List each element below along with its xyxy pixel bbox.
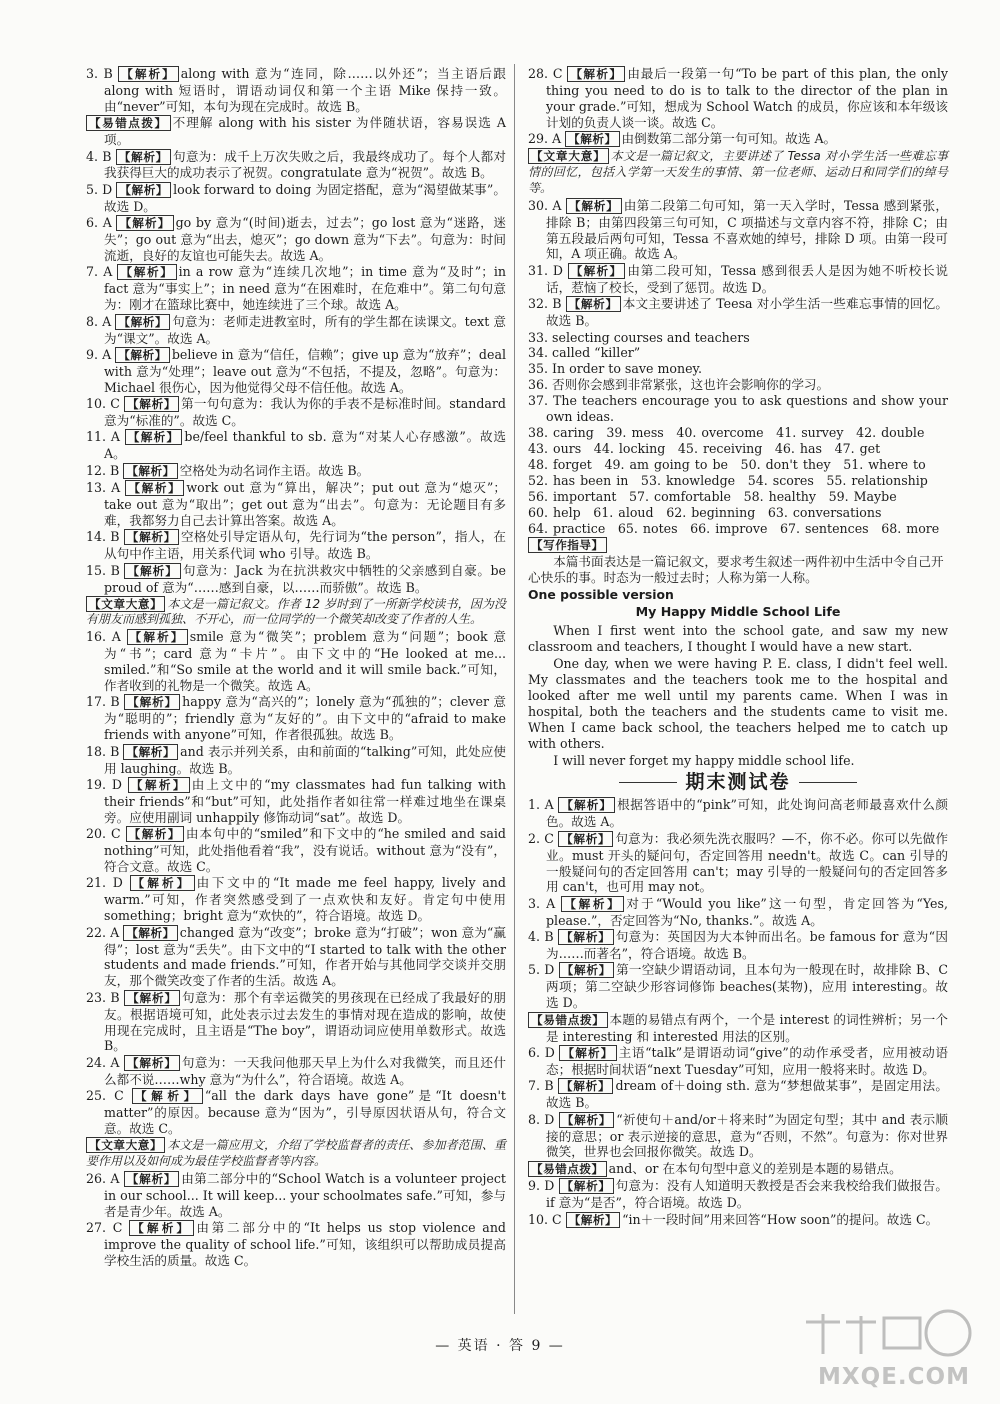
answer-number: 13. A [86,480,121,496]
answer-item [528,131,948,148]
answer-text: 由倒数第二部分第一句可知。故选 A。 [621,131,837,147]
answer-number: 11. A [86,429,120,445]
article-summary [528,149,948,197]
answer-number: 7. B [528,1078,554,1094]
answer-text: 由第二部分中的“School Watch is a volunteer project in our school... It will keep... your schoolmates safe.”可知，参与者是青少年。故选 A。 [104,1170,506,1219]
answer-text: 句意为：成千上万次失败之后，我最终成功了。每个人都对我获得巨大的成功表示了祝贺。congratulate 意为“祝贺”。故选 B。 [104,148,506,181]
answer-item [528,1045,948,1078]
analysis-tag: 【解析】 [559,1178,614,1194]
analysis-tag: 【解析】 [124,1055,180,1071]
answer-text: 句意为：没有人知道明天教授是否会来我校给我们做报告。if 意为“是否”，符合语境。故选 D。 [546,1178,948,1211]
answer-number: 5. D [528,962,555,978]
answer-item [86,777,506,826]
analysis-tag: 【解析】 [124,396,179,412]
summary-text: 本文是一篇记叙文，主要讲述了 Tessa 对小学生活一些难忘事情的回忆，包括入学第一天发生的事情、第一位老师、运动日和同学们的绰号等。 [528,149,948,195]
answer-number: 9. D [528,1178,555,1194]
page-footer: — 英语 · 答 9 — [435,1338,565,1354]
answer-text: 句意为：我必须先洗衣服吗？—不，你不必。你可以先做作业。must 开头的疑问句，否定回答用 needn't。故选 C。can 引导的一般疑问句的否定回答用 can't；may 引导的一般疑问句的否定回答多用 can't，也可用 may not。 [546,830,948,895]
answer-item [528,296,948,329]
answer-text: 句意为：一天我问他那天早上为什么对我微笑，而且还什么都不说……why 意为“为什么”，符合语境。故选 A。 [104,1054,506,1087]
fill-blank-row: 38. caring 39. mess 40. overcome 41. survey 42. double [528,425,925,441]
analysis-tag: 【解析】 [559,1112,615,1128]
answer-item [86,1055,506,1088]
analysis-tag: 【解析】 [124,1171,180,1187]
answer-item [86,149,506,182]
answer-number: 1. A [528,797,554,813]
answer-number: 7. A [86,264,113,280]
answer-item [86,529,506,562]
answer-number: 10. C [528,1211,562,1227]
writing-guide-heading [528,537,948,554]
answer-item [86,563,506,596]
analysis-tag: 【解析】 [124,990,180,1006]
answer-number: 5. D [86,181,113,197]
answer-item [86,826,506,875]
fill-blank-row: 43. ours 44. locking 45. receiving 46. has 47. get [528,441,881,457]
answer-item [528,66,948,131]
section-heading [528,771,948,794]
answer-number: 2. C [528,830,554,846]
analysis-tag: 【解析】 [128,777,190,793]
answer-item [86,115,506,148]
answer-number: 25. C [86,1088,124,1104]
answer-number: 18. B [86,743,120,759]
watermark-logo-icon [798,1304,976,1362]
answer-text: look forward to doing 为固定搭配，意为“渴望做某事”。故选 D。 [104,181,506,214]
watermark-url: MXQE.COM [818,1364,970,1390]
answer-item [528,1012,948,1045]
answer-text: 由第二段第二句可知，第一天入学时，Tessa 感到紧张，排除 B；由第四段第三句可知，C 项描述与文章内容不符，排除 C；由第五段最后两句可知，Tessa 不喜欢她的绰号，排除 D 项。由第一段可知，A 项正确。故选 A。 [546,197,948,262]
answer-text: 空格处为动名词作主语。故选 B。 [179,462,370,478]
answer-item [86,744,506,777]
answer-text: 第一空缺少谓语动词，且本句为一般现在时，故排除 B、C 两项；第二空缺少形容词修饰 beaches(某物)，应用 interesting。故选 D。 [546,962,948,1011]
answer-number: 8. A [86,313,112,329]
analysis-tag: 【解析】 [123,925,178,941]
answer-item [528,263,948,296]
analysis-tag: 【解析】 [123,463,177,479]
answer-item [86,215,506,264]
answer-number: 29. A [528,131,562,147]
writing-guide-text: 本篇书面表达是一篇记叙文，要求考生叙述一两件初中生活中令自己开心快乐的事。时态为一般过去时；人称为第一人称。 [528,553,944,585]
analysis-tag: 【解析】 [118,66,178,82]
analysis-tag: 【解析】 [123,744,178,760]
summary-tag: 【文章大意】 [86,596,165,612]
answer-number: 22. A [86,924,120,940]
fill-blank-row: 56. important 57. comfortable 58. healthy 59. Maybe [528,489,897,505]
heading-rule-right [799,782,857,783]
answer-text: be/feel thankful to sb. 意为“对某人心存感激”。故选 A。 [104,429,506,462]
answer-number: 23. B [86,989,120,1005]
answer-number: 3. A [528,895,556,911]
analysis-tag: 【解析】 [559,1045,616,1061]
summary-text: 本文是一篇记叙文。作者 12 岁时到了一所新学校读书，因为没有朋友而感到孤独、不开心，而一位同学的一个微笑却改变了作者的人生。 [86,596,506,627]
analysis-tag: 【解析】 [132,1088,203,1104]
watermark [798,1304,976,1390]
answer-number: 27. C [86,1219,123,1235]
answer-text: The teachers encourage you to ask questions and show your own ideas. [546,393,948,425]
answer-item [528,831,948,896]
answer-text: 由最后一段第一句“To be part of this plan, the only thing you need to do is to talk to the director of the plan in your grade.”可知，想成为 School Watch 的成员，你应该和本年级该计划的负责人谈一谈。故选 C。 [546,66,948,130]
answer-item [528,1212,948,1229]
analysis-tag: 【解析】 [126,826,184,842]
left-column [86,66,506,1269]
answer-item [86,347,506,396]
answer-item [528,1161,948,1178]
fill-blank-row: 64. practice 65. notes 66. improve 67. sentences 68. more [528,520,940,536]
answer-number: 4. B [528,929,554,945]
summary-tag: 【文章大意】 [528,148,609,164]
heading-rule-left [619,782,677,783]
analysis-tag: 【解析】 [124,563,181,579]
answer-number: 19. D [86,776,123,792]
answer-number: 4. B [86,148,112,164]
analysis-tag: 【易错点拨】 [528,1161,607,1177]
article-summary [86,1138,506,1170]
summary-tag: 【文章大意】 [86,1137,165,1153]
answer-text: 对于“Would you like”这一句型，肯定回答为“Yes, please.”，否定回答为“No, thanks.”。故选 A。 [546,895,948,928]
answer-number: 6. A [86,215,112,231]
answer-text: 句意为：Jack 为在抗洪救灾中牺牲的父亲感到自豪。be proud of 意为“……感到自豪，以……而骄傲”。故选 B。 [104,562,506,595]
analysis-tag: 【解析】 [116,149,171,165]
analysis-tag: 【解析】 [124,529,179,545]
answer-number: 21. D [86,875,123,891]
answer-item [86,396,506,429]
answer-text: “all the dark days have gone”是“It doesn't matter”的原因。because 意为“因为”，引导原因状语从句，符合文意。故选 C。 [104,1088,506,1136]
answer-number: 26. A [86,1170,120,1186]
answer-item [86,875,506,924]
analysis-tag: 【解析】 [567,66,625,82]
analysis-tag: 【解析】 [116,182,171,198]
answer-number: 14. B [86,529,120,545]
answer-text: 由第二部分中的“It helps us stop violence and improve the quality of school life.”可知，该组织可以帮助成员提高学校生活的质量。故选 C。 [104,1219,506,1268]
answer-item [86,480,506,529]
analysis-tag: 【易错点拨】 [528,1012,608,1028]
answer-item [86,1088,506,1137]
right-column [528,66,948,1229]
answer-text: believe in 意为“信任，信赖”；give up 意为“放弃”；deal with 意为“处理”；leave out 意为“不包括，不提及，忽略”。句意为：Michael 很伤心，因为他觉得父母不信任他。故选 A。 [104,346,506,395]
answer-number: 24. A [86,1054,120,1070]
answer-text: 由本句中的“smiled”和下文中的“he smiled and said nothing”可知，此处指他看着“我”，没有说话。without 意为“没有”，符合文意。故选 C。 [104,826,506,874]
answer-number: 17. B [86,694,120,710]
analysis-tag: 【易错点拨】 [86,115,171,131]
summary-text: 本文是一篇应用文，介绍了学校监督者的责任、参加者范围、重要作用以及如何成为最佳学校监督者等内容。 [86,1137,506,1168]
short-answer: 33. selecting courses and teachers [528,329,750,345]
fill-blank-row: 48. forget 49. am going to be 50. don't they 51. where to [528,457,926,473]
analysis-tag: 【解析】 [115,347,170,363]
answer-text: 由下文中的“It made me feel happy, lively and warm.”可知，作者突然感受到了一点欢快和友好。肯定句中使用 something；bright 意为“欢快的”，符合语境。故选 D。 [104,875,506,924]
column-divider [514,64,515,1314]
analysis-tag: 【解析】 [568,263,626,279]
answer-text: and、or 在本句句型中意义的差别是本题的易错点。 [608,1160,902,1176]
analysis-tag: 【解析】 [125,480,184,496]
answer-number: 6. D [528,1044,555,1060]
answer-number: 10. C [86,396,120,412]
answer-number: 31. D [528,262,563,278]
answer-number: 20. C [86,826,121,842]
answer-item [528,1078,948,1111]
analysis-tag: 【解析】 [115,314,170,330]
analysis-tag: 【解析】 [124,694,180,710]
answer-text: work out 意为“算出，解决”；put out 意为“熄灭”；take out 意为“取出”；get out 意为“出去”。句意为：无论题目有多难，我都努力自己去计算出答案。故选 A。 [104,480,506,528]
answer-number: 16. A [86,629,121,645]
essay-paragraph: One day, when we were having P. E. class, I didn't feel well. My classmates and the teachers took me to the hospital and looked after me well until my parents came. When I was in hospital, both the teachers and the students came to visit me. When I came back school, the teachers helped me to catch up with others. [528,656,948,751]
answer-number: 12. B [86,462,120,478]
answer-text: 空格处引导定语从句，先行词为“the person”，指人，在从句中作主语，用关系代词 who 引导。故选 B。 [104,529,506,562]
answer-text: smile 意为“微笑”；problem 意为“问题”；book 意为“书”；card 意为“卡片”。由下文中的“He looked at me... smiled.”和“So smile at the world and it will smile back.”可知，作者收到的礼物是一个微笑。故选 A。 [104,629,506,694]
analysis-tag: 【解析】 [558,1078,614,1094]
answer-number: 3. B [86,66,113,81]
section-heading-text: 期末测试卷 [685,771,791,794]
answer-text: in a row 意为“连续几次地”；in time 意为“及时”；in fact 意为“事实上”；in need 意为“在困难时，在危难中”。第二句句意为：刚才在篮球比赛中，她连续进了三个球。故选 A。 [104,264,506,313]
answer-text: 第一句句意为：我认为你的手表不是标准时间。standard 意为“标准的”。故选 C。 [104,396,506,429]
short-answer: 36. 否则你会感到非常紧张，这也许会影响你的学习。 [528,377,830,393]
analysis-tag: 【解析】 [116,215,173,231]
answer-text: and 表示并列关系，由和前面的“talking”可知，此处应使用 laughing。故选 B。 [104,743,506,776]
answer-item [528,962,948,1011]
answer-item [86,264,506,313]
answer-item [528,198,948,263]
answer-item [86,694,506,743]
analysis-tag: 【解析】 [125,429,183,445]
answer-text: 主语“talk”是谓语动词“give”的动作承受者，应用被动语态；根据时间状语“next Tuesday”可知，应用一般将来时。故选 D。 [546,1044,948,1077]
fill-blank-row: 52. has been in 53. knowledge 54. scores 55. relationship [528,473,928,489]
analysis-tag: 【解析】 [565,131,619,147]
answer-item [86,182,506,215]
article-summary [86,597,506,629]
answer-text: happy 意为“高兴的”；lonely 意为“孤独的”；clever 意为“聪明的”；friendly 意为“友好的”。由下文中的“afraid to make friends with anyone”可知，作者很孤独。故选 B。 [104,694,506,743]
essay-paragraph: I will never forget my happy middle school life. [553,752,855,768]
answer-number: 37. [528,393,549,409]
writing-guide-tag: 【写作指导】 [528,537,607,553]
answer-number: 15. B [86,562,120,578]
answer-number: 8. D [528,1111,555,1127]
sample-version-label: One possible version [528,586,674,602]
analysis-tag: 【解析】 [117,264,176,280]
answer-item [86,629,506,694]
answer-text: 句意为：那个有幸运微笑的男孩现在已经成了我最好的朋友。根据语境可知，此处表示过去发生的事情对现在造成的影响，故使用现在完成时，且主语是“The boy”，谓语动词应使用单数形式。故选 B。 [104,989,506,1054]
analysis-tag: 【解析】 [561,896,624,912]
answer-number: 30. A [528,197,562,213]
answer-item [86,925,506,990]
analysis-tag: 【解析】 [130,875,195,891]
answer-text: 句意为：老师走进教室时，所有的学生都在读课文。text 意为“课文”。故选 A。 [104,313,506,346]
answer-number: 28. C [528,66,563,81]
answer-text: “祈使句＋and/or＋将来时”为固定句型；其中 and 表示顺接的意思；or 表示逆接的意思，意为“否则，不然”。句意为：你对世界微笑，世界也会回报你微笑。故选 D。 [546,1111,948,1160]
short-answer: 35. In order to save money. [528,361,702,377]
fill-blank-row: 60. help 61. aloud 62. beginning 63. conversations [528,504,882,520]
answer-item [86,66,506,115]
analysis-tag: 【解析】 [559,962,614,978]
answer-text: 本题的易错点有两个，一个是 interest 的词性辨析；另一个是 interesting 和 interested 用法的区别。 [546,1011,948,1044]
answer-item [86,990,506,1055]
answer-item [528,1178,948,1211]
answer-item [528,896,948,929]
answer-text: go by 意为“(时间)逝去，过去”；go lost 意为“迷路，迷失”；go out 意为“出去，熄灭”；go down 意为“下去”。句意为：时间流逝，良好的友谊也可能失去。故选 A。 [104,215,506,263]
answer-text: changed 意为“改变”；broke 意为“打破”；won 意为“赢得”；lost 意为“丢失”。由下文中的“I started to talk with the other students and made friends.”可知，作者开始与其他同学交谈并交朋友，那个微笑改变了作者的生活。故选 A。 [104,924,506,989]
answer-number: 9. A [86,346,112,362]
analysis-tag: 【解析】 [566,198,622,214]
answer-number: 32. B [528,296,562,312]
analysis-tag: 【解析】 [558,929,614,945]
analysis-tag: 【解析】 [127,629,188,645]
answer-text: “in＋一段时间”用来回答“How soon”的提问。故选 C。 [622,1211,939,1227]
answer-text: 不理解 along with his sister 为伴随状语，容易误选 A 项。 [104,115,506,148]
answer-text: 由第二段可知，Tessa 感到很丢人是因为她不听校长说话，惹恼了校长，受到了惩罚。故选 D。 [546,262,948,295]
essay-paragraph: When I first went into the school gate, and saw my new classroom and teachers, I thought I would have a new start. [528,623,948,655]
answer-text: dream of＋doing sth. 意为“梦想做某事”，是固定用法。故选 B。 [546,1078,948,1111]
answer-text: 本文主要讲述了 Teesa 对小学生活一些难忘事情的回忆。故选 B。 [546,296,948,329]
answer-item [86,429,506,462]
analysis-tag: 【解析】 [566,1212,620,1228]
short-answer: 34. called “killer” [528,345,641,361]
answer-text: 由上文中的“my classmates had fun talking with their friends”和“but”可知，此处指作者如往常一样难过地坐在课桌旁。应使用副词 unhappily 修饰动词“sat”。故选 D。 [104,776,506,825]
analysis-tag: 【解析】 [558,831,613,847]
essay-title: My Happy Middle School Life [635,604,841,620]
answer-item [528,797,948,830]
analysis-tag: 【解析】 [558,797,615,813]
answer-item [86,463,506,480]
answer-item [528,393,948,425]
answer-text: 句意为：英国因为大本钟而出名。be famous for 意为“因为……而著名”，符合语境。故选 B。 [546,929,948,962]
answer-item [86,314,506,347]
answer-text: 根据答语中的“pink”可知，此处询问高老师最喜欢什么颜色。故选 A。 [546,797,948,830]
answer-item [86,1171,506,1220]
answer-text: along with 意为“连同，除……以外还”；当主语后跟 along with 短语时，谓语动词仅和第一个主语 Mike 保持一致。由“never”可知，本句为现在完成时。故选 B。 [104,66,506,114]
answer-item [528,1112,948,1161]
analysis-tag: 【解析】 [129,1220,194,1236]
answer-item [86,1220,506,1269]
answer-item [528,929,948,962]
analysis-tag: 【解析】 [566,296,621,312]
